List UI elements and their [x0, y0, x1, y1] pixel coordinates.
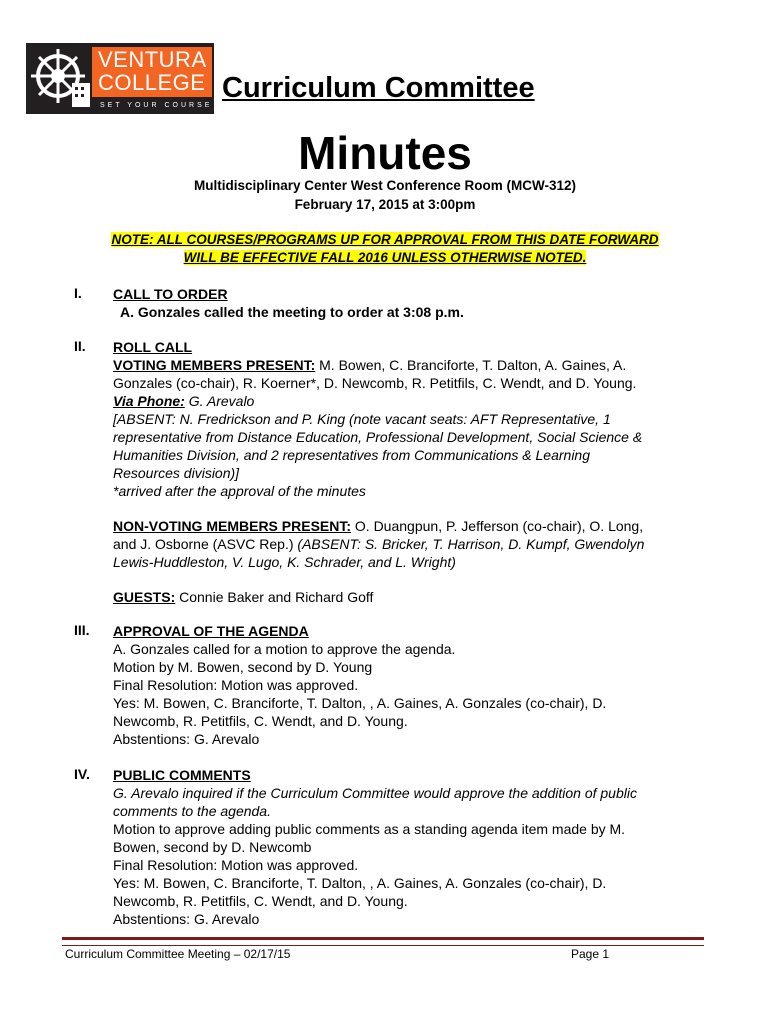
section-number-call-to-order: I. [74, 285, 82, 301]
public-comments-yes-votes-cont: Newcomb, R. Petitfils, C. Wendt, and D. Young. [113, 893, 408, 909]
section-call-to-order [113, 285, 713, 321]
section-number-roll-call: II. [74, 338, 86, 354]
non-voting-members-label: NON-VOTING MEMBERS PRESENT: [113, 518, 352, 534]
committee-title: Curriculum Committee [222, 72, 535, 104]
meeting-datetime: February 17, 2015 at 3:00pm [294, 197, 476, 212]
via-phone-value: G. Arevalo [184, 393, 255, 409]
section-heading: APPROVAL OF THE AGENDA [113, 623, 309, 639]
approval-note [0, 231, 770, 266]
non-voting-absent-text: (ABSENT: S. Bricker, T. Harrison, D. Kumpf, Gwendolyn [297, 536, 645, 552]
public-comments-motion-cont: Bowen, second by D. Newcomb [113, 839, 312, 855]
section-approval-of-agenda [113, 622, 713, 748]
public-comments-yes-votes: Yes: M. Bowen, C. Branciforte, T. Dalton, , A. Gaines, A. Gonzales (co-chair), D. [113, 875, 607, 891]
section-number-approval-of-agenda: III. [74, 622, 90, 638]
non-voting-members-list-cont: and J. Osborne (ASVC Rep.) [113, 536, 298, 552]
absent-members-text: representative from Distance Education, Professional Development, Social Science & [113, 429, 643, 445]
voting-members-label: VOTING MEMBERS PRESENT: [113, 357, 316, 373]
section-heading: ROLL CALL [113, 339, 193, 355]
public-comments-abstentions: Abstentions: G. Arevalo [113, 911, 260, 927]
public-comments-motion: Motion to approve adding public comments as a standing agenda item made by M. [113, 821, 626, 837]
footer-divider [62, 937, 704, 946]
note-line1: NOTE: ALL COURSES/PROGRAMS UP FOR APPROVAL FROM THIS DATE FORWARD [111, 232, 659, 247]
section-roll-call [113, 338, 713, 606]
agenda-motion: Motion by M. Bowen, second by D. Young [113, 659, 373, 675]
voting-members-list-cont: Gonzales (co-chair), R. Koerner*, D. Newcomb, R. Petitfils, C. Wendt, and D. Young. [113, 375, 637, 391]
via-phone-label: Via Phone: [113, 393, 185, 409]
agenda-resolution: Final Resolution: Motion was approved. [113, 677, 359, 693]
footer-meeting-label: Curriculum Committee Meeting – 02/17/15 [65, 947, 291, 961]
document-title: Minutes [298, 127, 472, 179]
meeting-location: Multidisciplinary Center West Conference Room (MCW-312) [193, 178, 577, 193]
section-heading: CALL TO ORDER [113, 286, 228, 302]
agenda-text: A. Gonzales called for a motion to approve the agenda. [113, 641, 456, 657]
public-comments-text: G. Arevalo inquired if the Curriculum Committee would approve the addition of public [113, 785, 637, 801]
agenda-abstentions: Abstentions: G. Arevalo [113, 731, 260, 747]
section-public-comments [113, 766, 713, 928]
call-to-order-text: A. Gonzales called the meeting to order at 3:08 p.m. [120, 304, 464, 320]
ship-wheel-icon [28, 45, 92, 112]
guests-list: Connie Baker and Richard Goff [175, 589, 374, 605]
absent-members-text: Humanities Division, and 2 representatives from Communications & Learning [113, 447, 590, 463]
arrived-late-note: *arrived after the approval of the minutes [113, 483, 366, 499]
section-heading: PUBLIC COMMENTS [113, 767, 251, 783]
public-comments-resolution: Final Resolution: Motion was approved. [113, 857, 359, 873]
absent-members-text: [ABSENT: N. Fredrickson and P. King (note vacant seats: AFT Representative, 1 [113, 411, 611, 427]
note-line2: WILL BE EFFECTIVE FALL 2016 UNLESS OTHERWISE NOTED. [183, 249, 587, 265]
section-number-public-comments: IV. [74, 766, 90, 782]
logo-wordmark-line1: VENTURA [98, 47, 207, 72]
agenda-yes-votes: Yes: M. Bowen, C. Branciforte, T. Dalton, , A. Gaines, A. Gonzales (co-chair), D. [113, 695, 607, 711]
agenda-yes-votes-cont: Newcomb, R. Petitfils, C. Wendt, and D. Young. [113, 713, 408, 729]
absent-members-text: Resources division)] [113, 465, 240, 481]
non-voting-members-list: O. Duangpun, P. Jefferson (co-chair), O. Long, [351, 518, 644, 534]
logo-wordmark-line2: COLLEGE [98, 70, 206, 95]
non-voting-absent-text-cont: Lewis-Huddleston, V. Lugo, K. Schrader, and L. Wright) [113, 554, 456, 570]
guests-label: GUESTS: [113, 589, 176, 605]
voting-members-list: M. Bowen, C. Branciforte, T. Dalton, A. Gaines, A. [315, 357, 627, 373]
footer-page-number: Page 1 [571, 947, 610, 961]
college-logo [26, 43, 214, 114]
logo-tagline: SET YOUR COURSE [100, 102, 213, 109]
public-comments-text-cont: comments to the agenda. [113, 803, 271, 819]
